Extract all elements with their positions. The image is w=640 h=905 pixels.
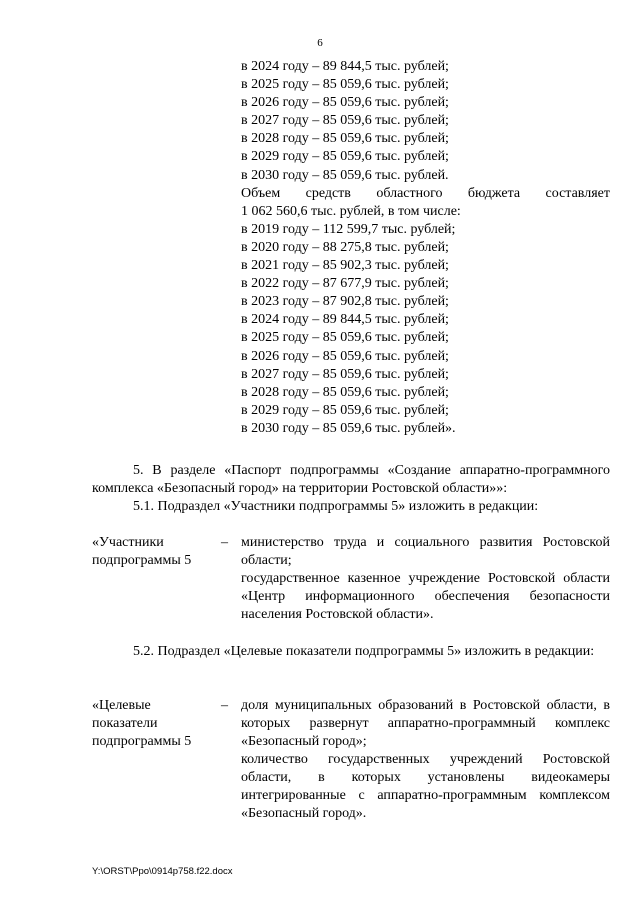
financing-line: в 2030 году – 85 059,6 тыс. рублей».: [241, 420, 456, 436]
section-5-2-paragraph: 5.2. Подраздел «Целевые показатели подпрограммы 5» изложить в редакции:: [133, 644, 595, 659]
page-number: 6: [317, 37, 323, 49]
financing-line: в 2029 году – 85 059,6 тыс. рублей;: [241, 402, 449, 418]
financing-line: в 2027 году – 85 059,6 тыс. рублей;: [241, 366, 449, 382]
financing-line: в 2019 году – 112 599,7 тыс. рублей;: [241, 221, 456, 237]
participants-label: «Участники подпрограммы 5: [92, 535, 192, 569]
financing-line: в 2023 году – 87 902,8 тыс. рублей;: [241, 294, 449, 310]
financing-line: в 2029 году – 85 059,6 тыс. рублей;: [241, 149, 449, 165]
targets-label: «Целевые показатели подпрограммы 5: [92, 698, 192, 750]
targets-text-2: количество государственных учреждений Ростовской области, в которых установлены видеокамеры интегрированные с аппаратно-программным комплексом «Безопасный город».: [241, 752, 610, 822]
targets-text-1: доля муниципальных образований в Ростовской области, в которых развернут аппаратно-программный комплекс «Безопасный город»;: [241, 698, 610, 750]
financing-line: в 2021 году – 85 902,3 тыс. рублей;: [241, 258, 449, 274]
participants-text-2: государственное казенное учреждение Ростовской области «Центр информационного обеспечения безопасности населения Ростовской области».: [241, 571, 610, 623]
financing-line: в 2024 году – 89 844,5 тыс. рублей;: [241, 59, 449, 74]
targets-dash: –: [221, 698, 228, 713]
financing-line: в 2028 году – 85 059,6 тыс. рублей;: [241, 384, 449, 400]
regional-budget-intro: Объем средств областного бюджета составляет: [241, 185, 610, 201]
financing-block: [241, 58, 610, 438]
financing-line: в 2027 году – 85 059,6 тыс. рублей;: [241, 113, 449, 129]
financing-line: в 2026 году – 85 059,6 тыс. рублей;: [241, 348, 449, 364]
financing-line: в 2030 году – 85 059,6 тыс. рублей.: [241, 167, 449, 183]
financing-line: в 2025 году – 85 059,6 тыс. рублей;: [241, 330, 449, 346]
financing-line: в 2025 году – 85 059,6 тыс. рублей;: [241, 77, 449, 93]
financing-line: в 2024 году – 89 844,5 тыс. рублей;: [241, 312, 449, 328]
section-5-1-paragraph: 5.1. Подраздел «Участники подпрограммы 5» изложить в редакции:: [133, 499, 539, 514]
financing-line: в 2022 году – 87 677,9 тыс. рублей;: [241, 276, 449, 292]
footer-file-path: Y:\ORST\Ppo\0914p758.f22.docx: [92, 866, 233, 877]
participants-text-1: министерство труда и социального развития Ростовской области;: [241, 535, 610, 569]
participants-dash: –: [221, 535, 228, 550]
financing-line: в 2020 году – 88 275,8 тыс. рублей;: [241, 239, 449, 255]
financing-line: в 2028 году – 85 059,6 тыс. рублей;: [241, 131, 449, 147]
financing-line: в 2026 году – 85 059,6 тыс. рублей;: [241, 95, 449, 111]
regional-budget-total: 1 062 560,6 тыс. рублей, в том числе:: [241, 203, 461, 219]
section-5-paragraph: 5. В разделе «Паспорт подпрограммы «Создание аппаратно-программного комплекса «Безопасный город» на территории Ростовской области»»:: [92, 463, 610, 497]
